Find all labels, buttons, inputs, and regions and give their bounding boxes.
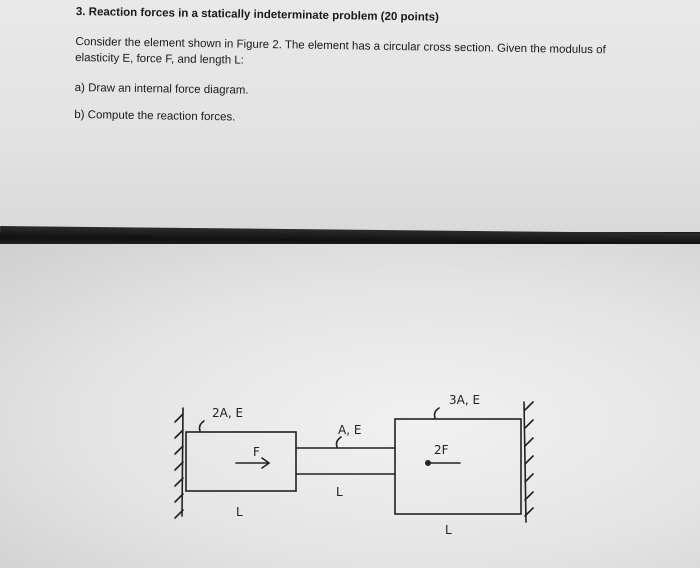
segment-1-box bbox=[186, 432, 296, 491]
question-part-b: b) Compute the reaction forces. bbox=[74, 108, 236, 124]
question-heading: 3. Reaction forces in a statically indeterminate problem (20 points) bbox=[75, 6, 439, 24]
seg1-section-label: 2A, E bbox=[212, 406, 244, 420]
right-wall bbox=[524, 402, 526, 522]
force-2f-arrowhead bbox=[425, 460, 431, 466]
question-part-a: a) Draw an internal force diagram. bbox=[74, 81, 249, 97]
seg3-force-label: 2F bbox=[434, 443, 449, 457]
seg3-length-label: L bbox=[445, 523, 452, 537]
segment-3-box bbox=[395, 419, 521, 514]
seg3-leader bbox=[435, 408, 440, 418]
seg3-section-label: 3A, E bbox=[449, 393, 481, 407]
seg2-leader bbox=[337, 437, 342, 447]
seg1-force-label: F bbox=[253, 445, 260, 459]
seg2-section-label: A, E bbox=[338, 423, 362, 437]
question-intro-line2: elasticity E, force F, and length L: bbox=[75, 51, 245, 67]
right-wall-hatch bbox=[525, 402, 533, 516]
seg1-length-label: L bbox=[236, 505, 243, 519]
question-intro-line1: Consider the element shown in Figure 2. The element has a circular cross section. Given the modulus of bbox=[75, 35, 606, 57]
seg1-leader bbox=[200, 421, 205, 431]
seg2-length-label: L bbox=[336, 485, 343, 499]
